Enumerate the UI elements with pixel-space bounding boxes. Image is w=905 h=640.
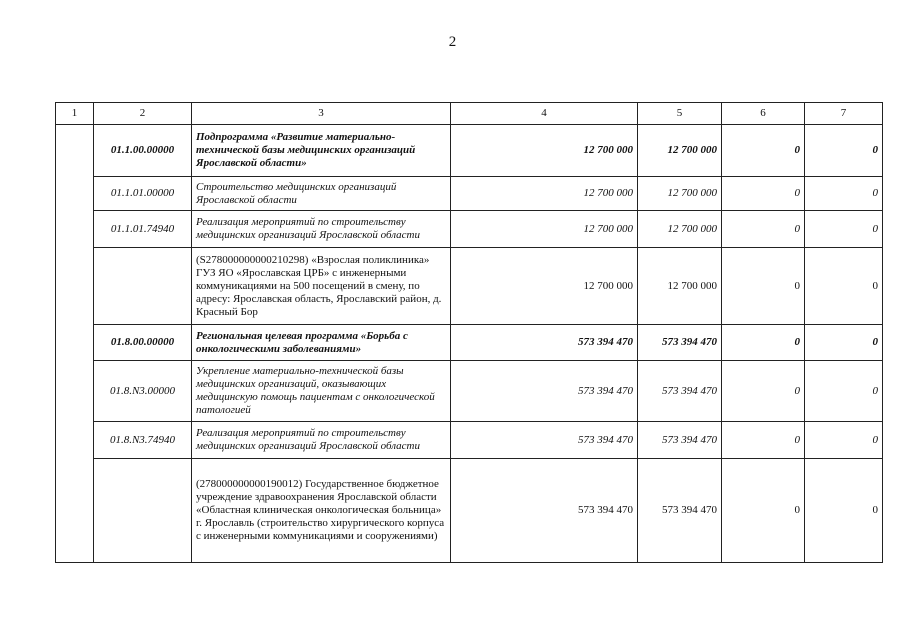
amount-col7-cell: 0: [805, 177, 883, 211]
table-header-row: [56, 103, 883, 125]
budget-table: [55, 102, 883, 563]
amount-col4-cell: 12 700 000: [451, 177, 638, 211]
description-cell: Реализация мероприятий по строительству медицинских организаций Ярославской области: [192, 211, 451, 248]
description-cell: Реализация мероприятий по строительству медицинских организаций Ярославской области: [192, 422, 451, 459]
table-row: [56, 177, 883, 211]
amount-col5-cell: 12 700 000: [638, 211, 722, 248]
amount-col4-cell: 573 394 470: [451, 422, 638, 459]
amount-col6-cell: 0: [722, 325, 805, 361]
amount-col7-cell: 0: [805, 211, 883, 248]
amount-col7-cell: 0: [805, 125, 883, 177]
amount-col5-cell: 573 394 470: [638, 325, 722, 361]
amount-col6-cell: 0: [722, 361, 805, 422]
amount-col7-cell: 0: [805, 361, 883, 422]
header-col-7: 7: [805, 103, 883, 125]
code-cell: [94, 248, 192, 325]
amount-col5-cell: 12 700 000: [638, 177, 722, 211]
header-col-4: 4: [451, 103, 638, 125]
amount-col7-cell: 0: [805, 248, 883, 325]
amount-col4-cell: 12 700 000: [451, 248, 638, 325]
description-cell: Подпрограмма «Развитие материально-технической базы медицинских организаций Ярославской области»: [192, 125, 451, 177]
amount-col7-cell: 0: [805, 422, 883, 459]
index-cell: [56, 125, 94, 563]
header-col-2: 2: [94, 103, 192, 125]
amount-col4-cell: 573 394 470: [451, 361, 638, 422]
table-row: [56, 125, 883, 177]
description-cell: (S278000000000210298) «Взрослая поликлиника» ГУЗ ЯО «Ярославская ЦРБ» с инженерными коммуникациями на 500 посещений в смену, по адресу: Ярославская область, Ярославский район, д. Красный Бор: [192, 248, 451, 325]
code-cell: 01.1.01.00000: [94, 177, 192, 211]
table-row: [56, 248, 883, 325]
amount-col6-cell: 0: [722, 125, 805, 177]
amount-col5-cell: 573 394 470: [638, 361, 722, 422]
table-row: [56, 422, 883, 459]
table-row: [56, 211, 883, 248]
code-cell: 01.8.N3.00000: [94, 361, 192, 422]
amount-col4-cell: 12 700 000: [451, 211, 638, 248]
table-row: [56, 459, 883, 563]
amount-col6-cell: 0: [722, 422, 805, 459]
code-cell: 01.1.00.00000: [94, 125, 192, 177]
header-col-6: 6: [722, 103, 805, 125]
description-cell: Строительство медицинских организаций Ярославской области: [192, 177, 451, 211]
amount-col6-cell: 0: [722, 248, 805, 325]
header-col-1: 1: [56, 103, 94, 125]
table-row: [56, 361, 883, 422]
code-cell: 01.8.N3.74940: [94, 422, 192, 459]
header-col-5: 5: [638, 103, 722, 125]
description-cell: Региональная целевая программа «Борьба с онкологическими заболеваниями»: [192, 325, 451, 361]
description-cell: Укрепление материально-технической базы медицинских организаций, оказывающих медицинскую помощь пациентам с онкологической патологией: [192, 361, 451, 422]
amount-col4-cell: 573 394 470: [451, 459, 638, 563]
code-cell: 01.8.00.00000: [94, 325, 192, 361]
amount-col4-cell: 573 394 470: [451, 325, 638, 361]
table-row: [56, 325, 883, 361]
amount-col6-cell: 0: [722, 211, 805, 248]
amount-col5-cell: 12 700 000: [638, 248, 722, 325]
amount-col4-cell: 12 700 000: [451, 125, 638, 177]
page-number: 2: [448, 34, 457, 50]
code-cell: 01.1.01.74940: [94, 211, 192, 248]
amount-col5-cell: 12 700 000: [638, 125, 722, 177]
header-col-3: 3: [192, 103, 451, 125]
amount-col7-cell: 0: [805, 325, 883, 361]
code-cell: [94, 459, 192, 563]
amount-col6-cell: 0: [722, 177, 805, 211]
amount-col7-cell: 0: [805, 459, 883, 563]
amount-col6-cell: 0: [722, 459, 805, 563]
amount-col5-cell: 573 394 470: [638, 422, 722, 459]
amount-col5-cell: 573 394 470: [638, 459, 722, 563]
description-cell: (278000000000190012) Государственное бюджетное учреждение здравоохранения Ярославской области «Областная клиническая онкологическая больница» г. Ярославль (строительство хирургического корпуса с инженерными коммуникациями и сооружениями): [192, 459, 451, 563]
